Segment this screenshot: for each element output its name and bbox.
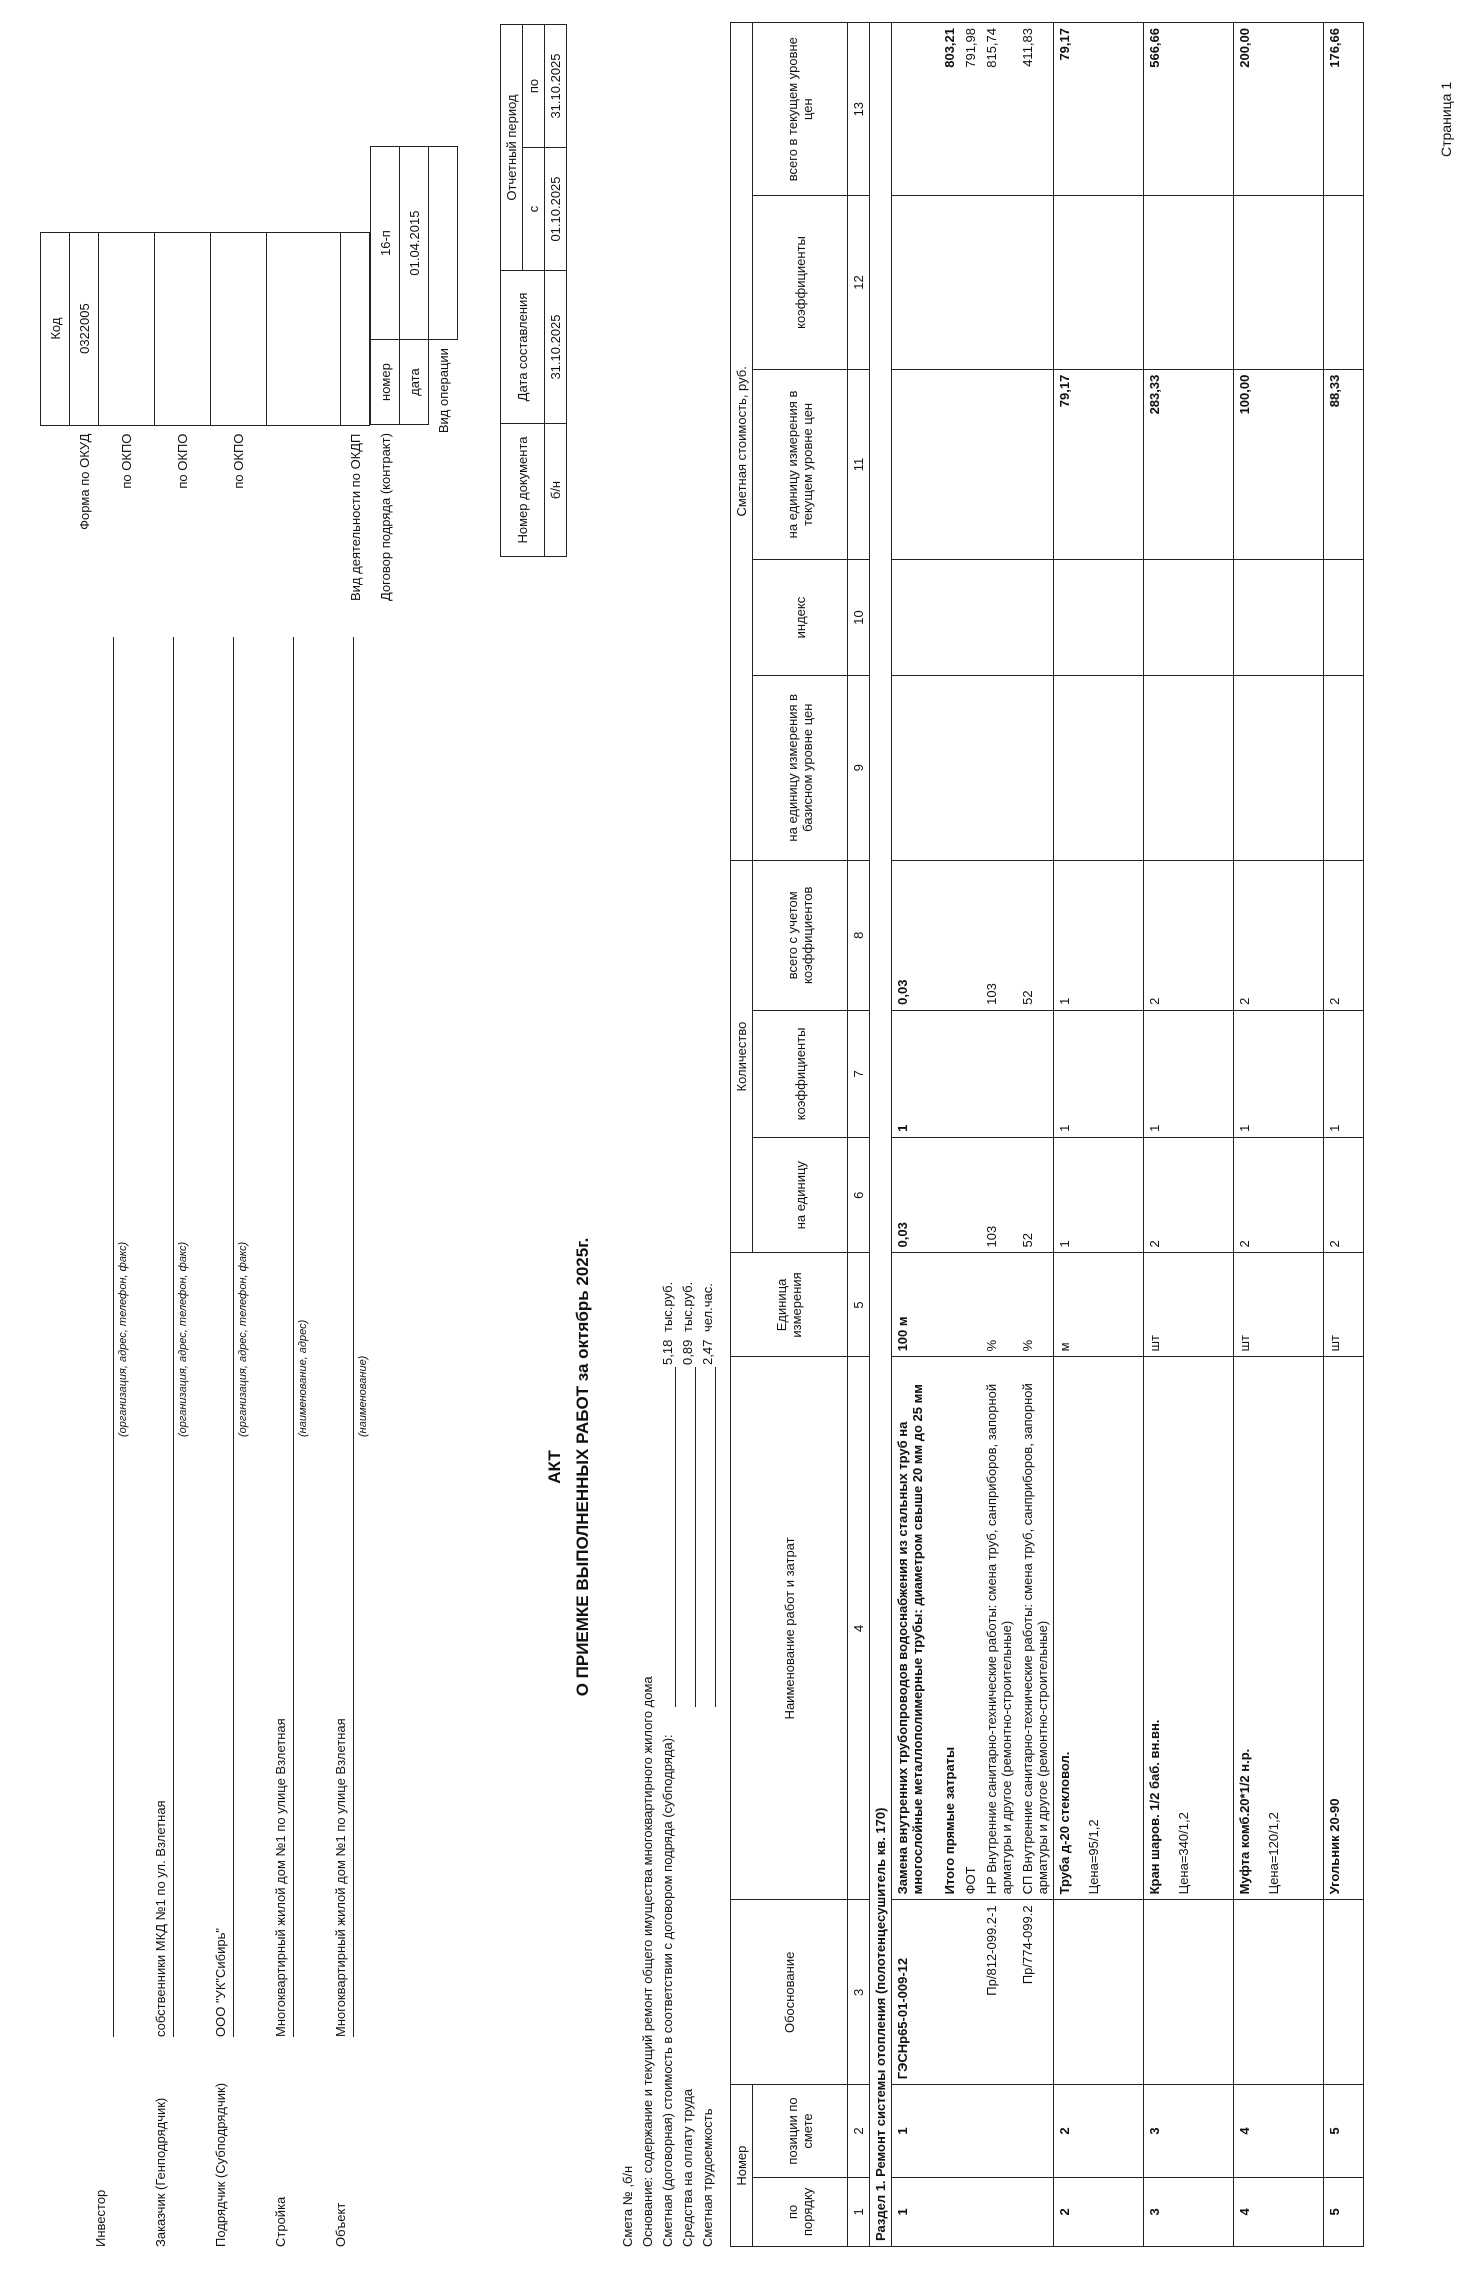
th-index: индекс [753,560,848,676]
table-row: 3 3 Кран шаров. 1/2 баб. вн.вн. Цена=340/1,2 шт 2 1 2 283,33 566,66 [1144,23,1234,2247]
th-po-poryadku: по порядку [753,2177,848,2246]
okdp-label: Вид деятельности по ОКДП [347,433,363,601]
th-koef: коэффициенты [753,1010,848,1137]
th-obosnovanie: Обоснование [731,1900,848,2085]
period-to-header: по [523,25,545,148]
pay-unit: тыс.руб. [680,1281,695,1332]
construction-note: (наименование, адрес) [297,1319,309,1437]
summary-block [620,1047,720,2247]
code-header: Код [41,232,70,425]
pay-value: 0,89 [680,1339,695,1365]
contract-date: 01.04.2015 [400,147,429,340]
contract-label: Договор подряда (контракт) [377,433,393,601]
labor-label: Сметная трудоемкость [700,2108,715,2247]
contractor-value: ООО "УК"Сибирь" [213,1928,228,2037]
th-num: 12 [848,196,870,369]
doc-number: б/н [545,424,567,557]
doc-number-header: Номер документа [501,424,545,557]
table-row: 5 5 Угольник 20-90 шт 2 1 2 88,33 176,66 [1324,23,1364,2247]
contractor-label: Подрядчик (Субподрядчик) [213,2082,228,2247]
section-title: Раздел 1. Ремонт системы отопления (полотенцесушитель кв. 170) [870,23,892,2247]
investor-label: Инвестор [93,2189,108,2247]
table-row: 1 1 ГЭСНр65-01-009-12 Замена внутренних трубопроводов водоснабжения из стальных труб на многослойные металлополимерные трубы: диаметром свыше 20 мм до 25 мм 100 м 0,03 1 0,03 [892,23,929,2247]
okpo-label-1: по ОКПО [119,433,134,489]
document-info-table [500,24,567,557]
code-block [40,146,458,607]
object-note: (наименование) [357,1355,369,1437]
th-num: 9 [848,675,870,860]
okud-label: Форма по ОКУД [76,433,92,530]
th-na-edinicu: на единицу [753,1137,848,1253]
table-row: Пр/812-099.2-1 НР Внутренние санитарно-технические работы: смена труб, санприборов, запорной арматуры и другое (ремонтно-строительные) % 103 103 815,74 [981,23,1017,2247]
customer-note: (организация, адрес, телефон, факс) [177,1241,189,1437]
title-act: АКТ [545,1450,564,1484]
th-num: 6 [848,1137,870,1253]
contractor-note: (организация, адрес, телефон, факс) [237,1241,249,1437]
th-num: 2 [848,2085,870,2177]
okpo-label-3: по ОКПО [231,433,246,489]
th-num: 7 [848,1010,870,1137]
customer-value: собственники МКД №1 по ул. Взлетная [153,1800,168,2037]
construction-value: Многоквартирный жилой дом №1 по улице Взлетная [273,1718,288,2037]
th-num: 4 [848,1357,870,1900]
operation-label: Вид операции [435,348,451,434]
period-to: 31.10.2025 [545,25,567,148]
doc-date-header: Дата составления [501,271,545,424]
labor-unit: чел.час. [700,1283,715,1332]
works-table [730,22,1364,2247]
table-row: 4 4 Муфта комб.20*1/2 н.р. Цена=120/1,2 шт 2 1 2 100,00 200,00 [1234,23,1324,2247]
object-value: Многоквартирный жилой дом №1 по улице Взлетная [333,1718,348,2037]
th-vsego-koef: всего с учетом коэффициентов [753,860,848,1010]
date-label: дата [400,340,429,425]
th-vsego-tek: всего в текущем уровне цен [753,23,848,196]
okpo-label-2: по ОКПО [175,433,190,489]
doc-date: 31.10.2025 [545,271,567,424]
title-subtitle: О ПРИЕМКЕ ВЫПОЛНЕННЫХ РАБОТ за октябрь 2025г. [573,1237,592,1697]
th-num: 10 [848,560,870,676]
okud-value: 0322005 [70,232,99,425]
th-edinica: Единица измерения [731,1253,848,1357]
parties-block [75,627,375,2247]
cost-unit: тыс.руб. [660,1281,675,1332]
page-number: Страница 1 [1438,81,1454,157]
table-row: Пр/774-099.2 СП Внутренние санитарно-технические работы: смена труб, санприборов, запорной арматуры и другое (ремонтно-строительные) % 52 52 411,83 [1017,23,1054,2247]
number-label: номер [371,340,400,425]
th-num: 3 [848,1900,870,2085]
th-tek: на единицу измерения в текущем уровне цен [753,369,848,560]
table-row: ФОТ 791,98 [960,23,981,2247]
pay-label: Средства на оплату труда [680,2088,695,2247]
th-num: 1 [848,2177,870,2246]
contract-number: 16-п [371,147,400,340]
th-baz: на единицу измерения в базисном уровне цен [753,675,848,860]
cost-label: Сметная (договорная) стоимость в соответствии с договором подряда (субподряда): [660,1734,675,2247]
th-koef2: коэффициенты [753,196,848,369]
th-kolichestvo: Количество [731,860,753,1253]
period-from: 01.10.2025 [545,148,567,271]
th-num: 11 [848,369,870,560]
table-row: Итого прямые затраты 803,21 [928,23,960,2247]
th-num: 8 [848,860,870,1010]
cost-value: 5,18 [660,1339,675,1365]
period-from-header: с [523,148,545,271]
title-block [545,647,593,2287]
smeta-number: Смета № ,б/н [620,2165,635,2247]
th-nomer: Номер [731,2085,753,2247]
th-stoimost: Сметная стоимость, руб. [731,23,753,861]
construction-label: Стройка [273,2196,288,2247]
th-pozicii: позиции по смете [753,2085,848,2177]
customer-label: Заказчик (Генподрядчик) [153,2097,168,2247]
th-naimenovanie: Наименование работ и затрат [731,1357,848,1900]
object-label: Объект [333,2202,348,2247]
period-header: Отчетный период [501,25,523,271]
th-num: 13 [848,23,870,196]
labor-value: 2,47 [700,1339,715,1365]
th-num: 5 [848,1253,870,1357]
basis: Основание: содержание и текущий ремонт общего имущества многоквартирного жилого дома [640,1676,655,2247]
investor-note: (организация, адрес, телефон, факс) [117,1241,129,1437]
table-row: 2 2 Труба д-20 стекловол. Цена=95/1,2 м 1 1 1 79,17 79,17 [1054,23,1144,2247]
